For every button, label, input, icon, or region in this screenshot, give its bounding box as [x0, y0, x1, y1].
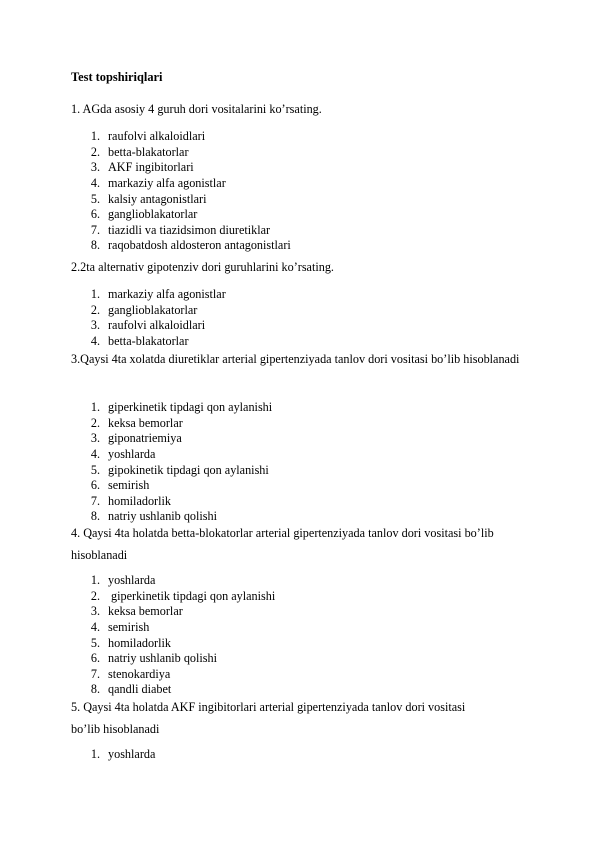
list-item: 4. betta-blakatorlar — [90, 333, 189, 348]
list-item: 1. giperkinetik tipdagi qon aylanishi — [90, 400, 273, 414]
list-item: 4. semirish — [90, 619, 150, 634]
question-1-options — [71, 129, 291, 254]
list-item: 3. giponatriemiya — [90, 431, 182, 446]
question-3: 3.Qaysi 4ta xolatda diuretiklar arterial gipertenziyada tanlov dori vositasi bo’lib hisoblanadi — [71, 352, 520, 366]
list-item: 1. raufolvi alkaloidlari — [90, 129, 206, 143]
list-item: 6. ganglioblakatorlar — [90, 207, 198, 222]
question-2-options — [71, 287, 226, 350]
list-item: 2. ganglioblakatorlar — [90, 302, 198, 317]
list-item: 1. yoshlarda — [90, 747, 156, 761]
list-item: 7. homiladorlik — [90, 493, 171, 508]
list-item: 8. qandli diabet — [90, 682, 172, 697]
list-item: 7. tiazidli va tiazidsimon diuretiklar — [90, 222, 271, 237]
list-item: 6. semirish — [90, 478, 150, 493]
list-item: 5. homiladorlik — [90, 635, 171, 650]
list-item: 2. betta-blakatorlar — [90, 144, 189, 159]
list-item: 8. raqobatdosh aldosteron antagonistlari — [90, 238, 291, 253]
list-item: 5. gipokinetik tipdagi qon aylanishi — [90, 462, 269, 477]
question-4: 4. Qaysi 4ta holatda betta-blokatorlar arterial gipertenziyada tanlov dori vositasi bo’lib hisoblanadi — [71, 526, 494, 562]
list-item: 3. AKF ingibitorlari — [90, 160, 194, 175]
list-item: 1. yoshlarda — [90, 573, 156, 587]
question-4-options — [71, 573, 275, 698]
list-item: 4. markaziy alfa agonistlar — [90, 175, 226, 190]
list-item: 4. yoshlarda — [90, 446, 156, 461]
question-5-options — [71, 747, 155, 763]
list-item: 1. markaziy alfa agonistlar — [90, 287, 226, 301]
list-item: 6. natriy ushlanib qolishi — [90, 651, 218, 666]
question-2: 2.2ta alternativ gipotenziv dori guruhlarini ko’rsating. — [71, 260, 334, 274]
question-1: 1. AGda asosiy 4 guruh dori vositalarini ko’rsating. — [71, 102, 322, 116]
question-5: 5. Qaysi 4ta holatda AKF ingibitorlari arterial gipertenziyada tanlov dori vositasi bo’lib hisoblanadi — [71, 700, 466, 736]
list-item: 5. kalsiy antagonistlari — [90, 191, 207, 206]
question-3-options — [71, 400, 272, 525]
list-item: 7. stenokardiya — [90, 666, 171, 681]
page-title: Test topshiriqlari — [71, 70, 163, 84]
list-item: 2. giperkinetik tipdagi qon aylanishi — [90, 588, 276, 603]
list-item: 3. keksa bemorlar — [90, 604, 183, 619]
list-item: 2. keksa bemorlar — [90, 415, 183, 430]
list-item: 8. natriy ushlanib qolishi — [90, 509, 218, 524]
list-item: 3. raufolvi alkaloidlari — [90, 318, 206, 333]
